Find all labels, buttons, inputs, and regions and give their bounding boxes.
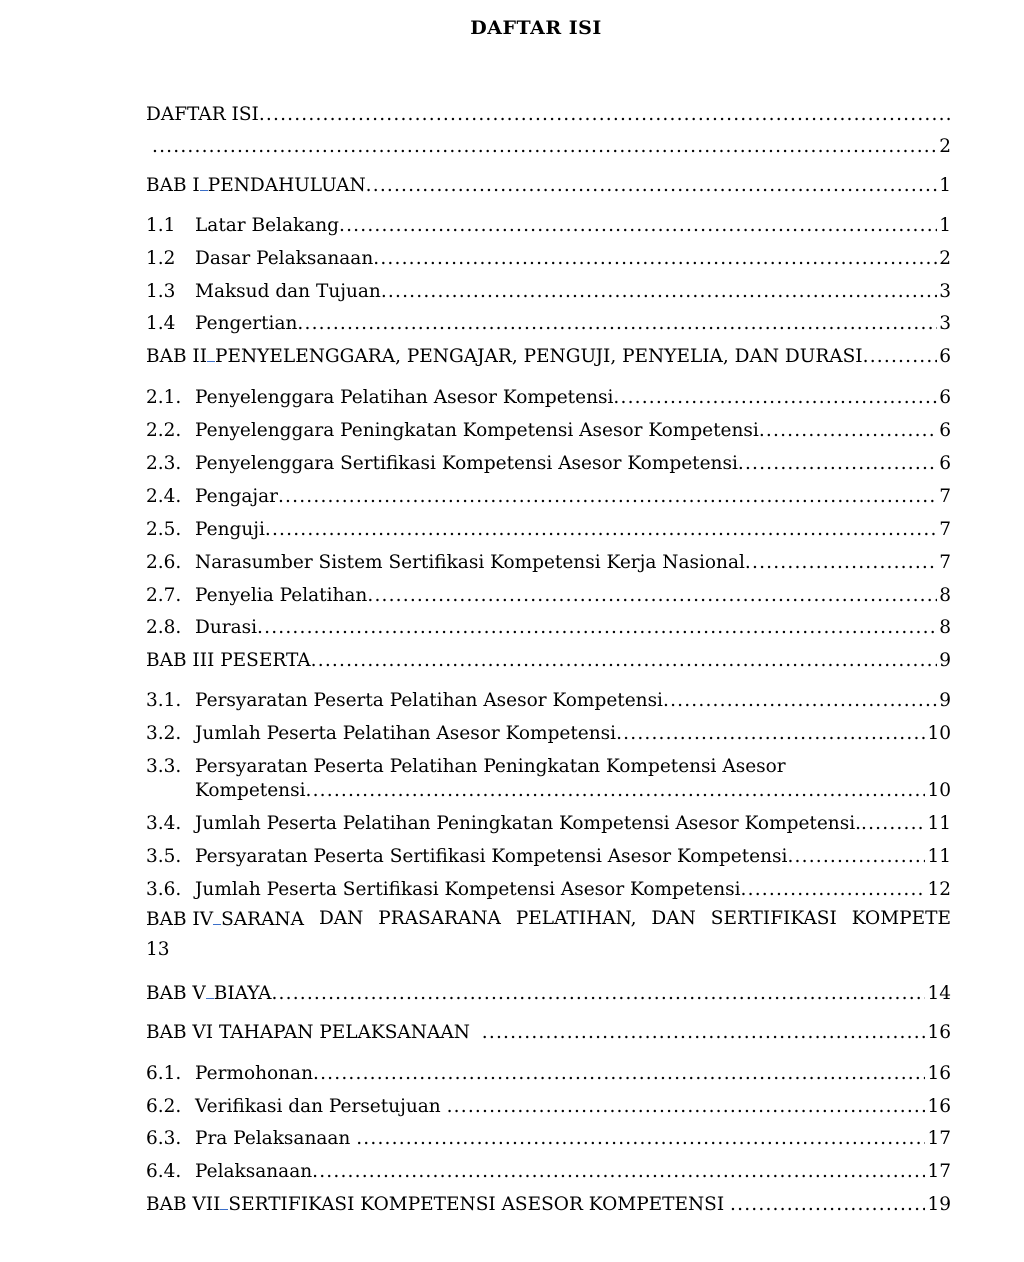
toc-entry-bab-7[interactable] bbox=[146, 1188, 951, 1216]
toc-entry-title-word: DAN bbox=[318, 908, 364, 929]
toc-entry-page: 14 bbox=[927, 983, 951, 1004]
dot-leader bbox=[271, 983, 925, 1005]
toc-entry-number: 6.1. bbox=[146, 1063, 182, 1084]
underscore-mark bbox=[207, 345, 215, 362]
toc-entry-bab-3[interactable] bbox=[146, 644, 951, 672]
toc-entry-number: 2.6. bbox=[146, 552, 182, 573]
toc-entry-title: BAB I PENDAHULUAN bbox=[146, 175, 366, 196]
toc-entry-number: 3.1. bbox=[146, 690, 182, 711]
toc-entry-number: 2.5. bbox=[146, 519, 182, 540]
toc-entry-number: 6.2. bbox=[146, 1096, 182, 1117]
toc-entry-page: 17 bbox=[927, 1128, 951, 1149]
dot-leader bbox=[745, 552, 937, 574]
toc-entry-title: Penyelenggara Pelatihan Asesor Kompetensi bbox=[195, 387, 614, 408]
dot-leader bbox=[373, 248, 937, 270]
toc-entry-bab-4-page-line[interactable] bbox=[146, 939, 951, 961]
toc-entry-3-5[interactable] bbox=[146, 840, 951, 868]
toc-entry-title-word: SERTIFIKASI bbox=[710, 908, 837, 929]
toc-entry-page: 16 bbox=[927, 1022, 951, 1043]
toc-entry-title: Pengajar bbox=[195, 486, 278, 507]
toc-entry-2-7[interactable] bbox=[146, 579, 951, 607]
toc-entry-daftar-isi[interactable] bbox=[146, 98, 951, 126]
toc-entry-page: 16 bbox=[927, 1096, 951, 1117]
toc-entry-title-word: KOMPETE bbox=[851, 908, 951, 929]
toc-entry-title: BAB V BIAYA bbox=[146, 983, 272, 1004]
toc-entry-title: BAB VII SERTIFIKASI KOMPETENSI ASESOR KOMPETENSI bbox=[146, 1194, 731, 1215]
toc-entry-title: BAB III PESERTA bbox=[146, 650, 311, 671]
toc-entry-3-6[interactable] bbox=[146, 873, 951, 901]
toc-entry-6-4[interactable] bbox=[146, 1155, 951, 1183]
toc-entry-page: 10 bbox=[927, 780, 951, 801]
dot-leader bbox=[663, 690, 937, 712]
dot-leader bbox=[863, 346, 938, 368]
toc-entry-1-4[interactable] bbox=[146, 307, 951, 335]
toc-entry-title: Durasi bbox=[195, 617, 258, 638]
dot-leader bbox=[311, 650, 938, 672]
dot-leader bbox=[312, 1161, 925, 1183]
dot-leader bbox=[730, 1194, 925, 1216]
dot-leader bbox=[759, 420, 937, 442]
dot-leader bbox=[447, 1096, 926, 1118]
toc-entry-title-word: DAN bbox=[651, 908, 696, 929]
dot-leader bbox=[861, 813, 925, 835]
toc-entry-3-1[interactable] bbox=[146, 684, 951, 712]
toc-entry-title: BAB IV SARANA bbox=[146, 909, 304, 930]
toc-entry-title: Verifikasi dan Persetujuan bbox=[195, 1096, 447, 1117]
toc-entry-title: Latar Belakang bbox=[195, 215, 339, 236]
toc-entry-page: 1 bbox=[939, 215, 951, 236]
toc-entry-number: 2.2. bbox=[146, 420, 182, 441]
toc-entry-page: 6 bbox=[939, 453, 951, 474]
toc-entry-2-2[interactable] bbox=[146, 414, 951, 442]
page-title: DAFTAR ISI bbox=[470, 17, 602, 39]
toc-entry-title: Dasar Pelaksanaan bbox=[195, 248, 374, 269]
toc-entry-title: BAB VI TAHAPAN PELAKSANAAN bbox=[146, 1022, 476, 1043]
dot-leader bbox=[356, 1128, 925, 1150]
toc-entry-3-4[interactable] bbox=[146, 807, 951, 835]
dot-leader bbox=[306, 780, 926, 802]
toc-entry-page: 11 bbox=[927, 813, 951, 834]
toc-entry-number: 6.4. bbox=[146, 1161, 182, 1182]
toc-entry-number: 2.8. bbox=[146, 617, 182, 638]
toc-entry-number: 1.1 bbox=[146, 215, 176, 236]
toc-entry-3-3-cont[interactable] bbox=[195, 774, 951, 802]
toc-entry-number: 1.2 bbox=[146, 248, 176, 269]
toc-entry-page: 16 bbox=[927, 1063, 951, 1084]
toc-entry-title: Penguji bbox=[195, 519, 265, 540]
toc-entry-number: 2.4. bbox=[146, 486, 182, 507]
toc-entry-title-word: PELATIHAN, bbox=[515, 908, 637, 929]
toc-entry-number: 3.4. bbox=[146, 813, 182, 834]
dot-leader bbox=[313, 1063, 925, 1085]
toc-entry-3-2[interactable] bbox=[146, 717, 951, 745]
toc-entry-page: 10 bbox=[927, 723, 951, 744]
dot-leader bbox=[265, 519, 937, 541]
toc-entry-page: 7 bbox=[939, 486, 951, 507]
toc-entry-title: Jumlah Peserta Pelatihan Peningkatan Kompetensi Asesor Kompetensi. bbox=[195, 813, 861, 834]
toc-entry-bab-4[interactable] bbox=[146, 908, 951, 931]
toc-entry-page: 7 bbox=[939, 552, 951, 573]
toc-entry-bab-6[interactable] bbox=[146, 1016, 951, 1044]
toc-entry-6-2[interactable] bbox=[146, 1090, 951, 1118]
dot-leader bbox=[367, 585, 937, 607]
underscore-mark bbox=[206, 982, 214, 999]
toc-entry-title: Pengertian bbox=[195, 313, 298, 334]
toc-entry-title: Jumlah Peserta Sertifikasi Kompetensi Asesor Kompetensi bbox=[195, 879, 741, 900]
toc-entry-title: Penyelenggara Peningkatan Kompetensi Asesor Kompetensi bbox=[195, 420, 759, 441]
dot-leader bbox=[339, 215, 937, 237]
toc-entry-daftar-isi-page-line[interactable] bbox=[152, 130, 951, 158]
toc-entry-2-6[interactable] bbox=[146, 546, 951, 574]
toc-entry-2-5[interactable] bbox=[146, 513, 951, 541]
toc-entry-2-4[interactable] bbox=[146, 480, 951, 508]
toc-entry-page: 8 bbox=[939, 585, 951, 606]
underscore-mark bbox=[213, 908, 221, 925]
toc-entry-number: 3.5. bbox=[146, 846, 182, 867]
toc-entry-title: Persyaratan Peserta Pelatihan Asesor Kompetensi bbox=[195, 690, 663, 711]
dot-leader bbox=[257, 617, 937, 639]
toc-entry-page: 6 bbox=[939, 420, 951, 441]
dot-leader bbox=[278, 486, 937, 508]
toc-entry-title: DAFTAR ISI bbox=[146, 104, 259, 125]
toc-entry-page: 19 bbox=[927, 1194, 951, 1215]
toc-entry-page: 9 bbox=[939, 650, 951, 671]
toc-entry-page: 2 bbox=[939, 248, 951, 269]
toc-entry-title: Pelaksanaan bbox=[195, 1161, 313, 1182]
toc-entry-title: Pra Pelaksanaan bbox=[195, 1128, 357, 1149]
dot-leader bbox=[787, 846, 925, 868]
toc-entry-number: 6.3. bbox=[146, 1128, 182, 1149]
toc-entry-number: 3.6. bbox=[146, 879, 182, 900]
dot-leader bbox=[616, 723, 925, 745]
toc-entry-bab-2[interactable] bbox=[146, 340, 951, 368]
toc-entry-title: Persyaratan Peserta Pelatihan Peningkatan Kompetensi Asesor bbox=[195, 756, 786, 777]
toc-entry-bab-1[interactable] bbox=[146, 169, 951, 197]
toc-entry-page: 12 bbox=[927, 879, 951, 900]
toc-entry-1-1[interactable] bbox=[146, 209, 951, 237]
toc-entry-page: 7 bbox=[939, 519, 951, 540]
dot-leader bbox=[482, 1022, 926, 1044]
dot-leader bbox=[259, 104, 951, 126]
toc-entry-page: 3 bbox=[939, 281, 951, 302]
toc-entry-2-3[interactable] bbox=[146, 447, 951, 475]
toc-entry-1-3[interactable] bbox=[146, 275, 951, 303]
toc-entry-page: 9 bbox=[939, 690, 951, 711]
dot-leader bbox=[152, 136, 937, 158]
toc-entry-page: 6 bbox=[939, 387, 951, 408]
dot-leader bbox=[366, 175, 938, 197]
toc-entry-title: Narasumber Sistem Sertifikasi Kompetensi Kerja Nasional bbox=[195, 552, 745, 573]
dot-leader bbox=[741, 879, 926, 901]
toc-entry-title: Maksud dan Tujuan bbox=[195, 281, 381, 302]
toc-entry-6-1[interactable] bbox=[146, 1057, 951, 1085]
toc-entry-page: 17 bbox=[927, 1161, 951, 1182]
toc-entry-number: 3.3. bbox=[146, 756, 182, 777]
toc-entry-title: Penyelia Pelatihan bbox=[195, 585, 368, 606]
toc-entry-title-word: PRASARANA bbox=[378, 908, 501, 929]
toc-entry-title: BAB II PENYELENGGARA, PENGAJAR, PENGUJI, PENYELIA, DAN DURASI bbox=[146, 346, 863, 367]
toc-entry-title-continued: Kompetensi bbox=[195, 780, 306, 801]
toc-entry-page: 11 bbox=[927, 846, 951, 867]
toc-entry-number: 1.4 bbox=[146, 313, 176, 334]
toc-entry-title: Penyelenggara Sertifikasi Kompetensi Asesor Kompetensi bbox=[195, 453, 738, 474]
dot-leader bbox=[297, 313, 937, 335]
toc-entry-number: 1.3 bbox=[146, 281, 176, 302]
dot-leader bbox=[381, 281, 937, 303]
toc-entry-page: 3 bbox=[939, 313, 951, 334]
toc-entry-2-1[interactable] bbox=[146, 381, 951, 409]
dot-leader bbox=[738, 453, 937, 475]
toc-entry-6-3[interactable] bbox=[146, 1122, 951, 1150]
toc-entry-bab-5[interactable] bbox=[146, 977, 951, 1005]
toc-entry-page: 6 bbox=[939, 346, 951, 367]
toc-entry-number: 2.1. bbox=[146, 387, 182, 408]
toc-entry-title: Persyaratan Peserta Sertifikasi Kompetensi Asesor Kompetensi bbox=[195, 846, 788, 867]
toc-entry-page: 8 bbox=[939, 617, 951, 638]
underscore-mark bbox=[200, 174, 208, 191]
toc-entry-page: 1 bbox=[939, 175, 951, 196]
toc-entry-number: 2.7. bbox=[146, 585, 182, 606]
dot-leader bbox=[613, 387, 937, 409]
toc-entry-1-2[interactable] bbox=[146, 242, 951, 270]
toc-entry-number: 3.2. bbox=[146, 723, 182, 744]
toc-entry-page: 13 bbox=[146, 939, 170, 960]
toc-entry-number: 2.3. bbox=[146, 453, 182, 474]
toc-entry-page: 2 bbox=[939, 136, 951, 157]
toc-entry-title: Jumlah Peserta Pelatihan Asesor Kompetensi bbox=[195, 723, 617, 744]
toc-entry-2-8[interactable] bbox=[146, 611, 951, 639]
toc-entry-title: Permohonan bbox=[195, 1063, 314, 1084]
